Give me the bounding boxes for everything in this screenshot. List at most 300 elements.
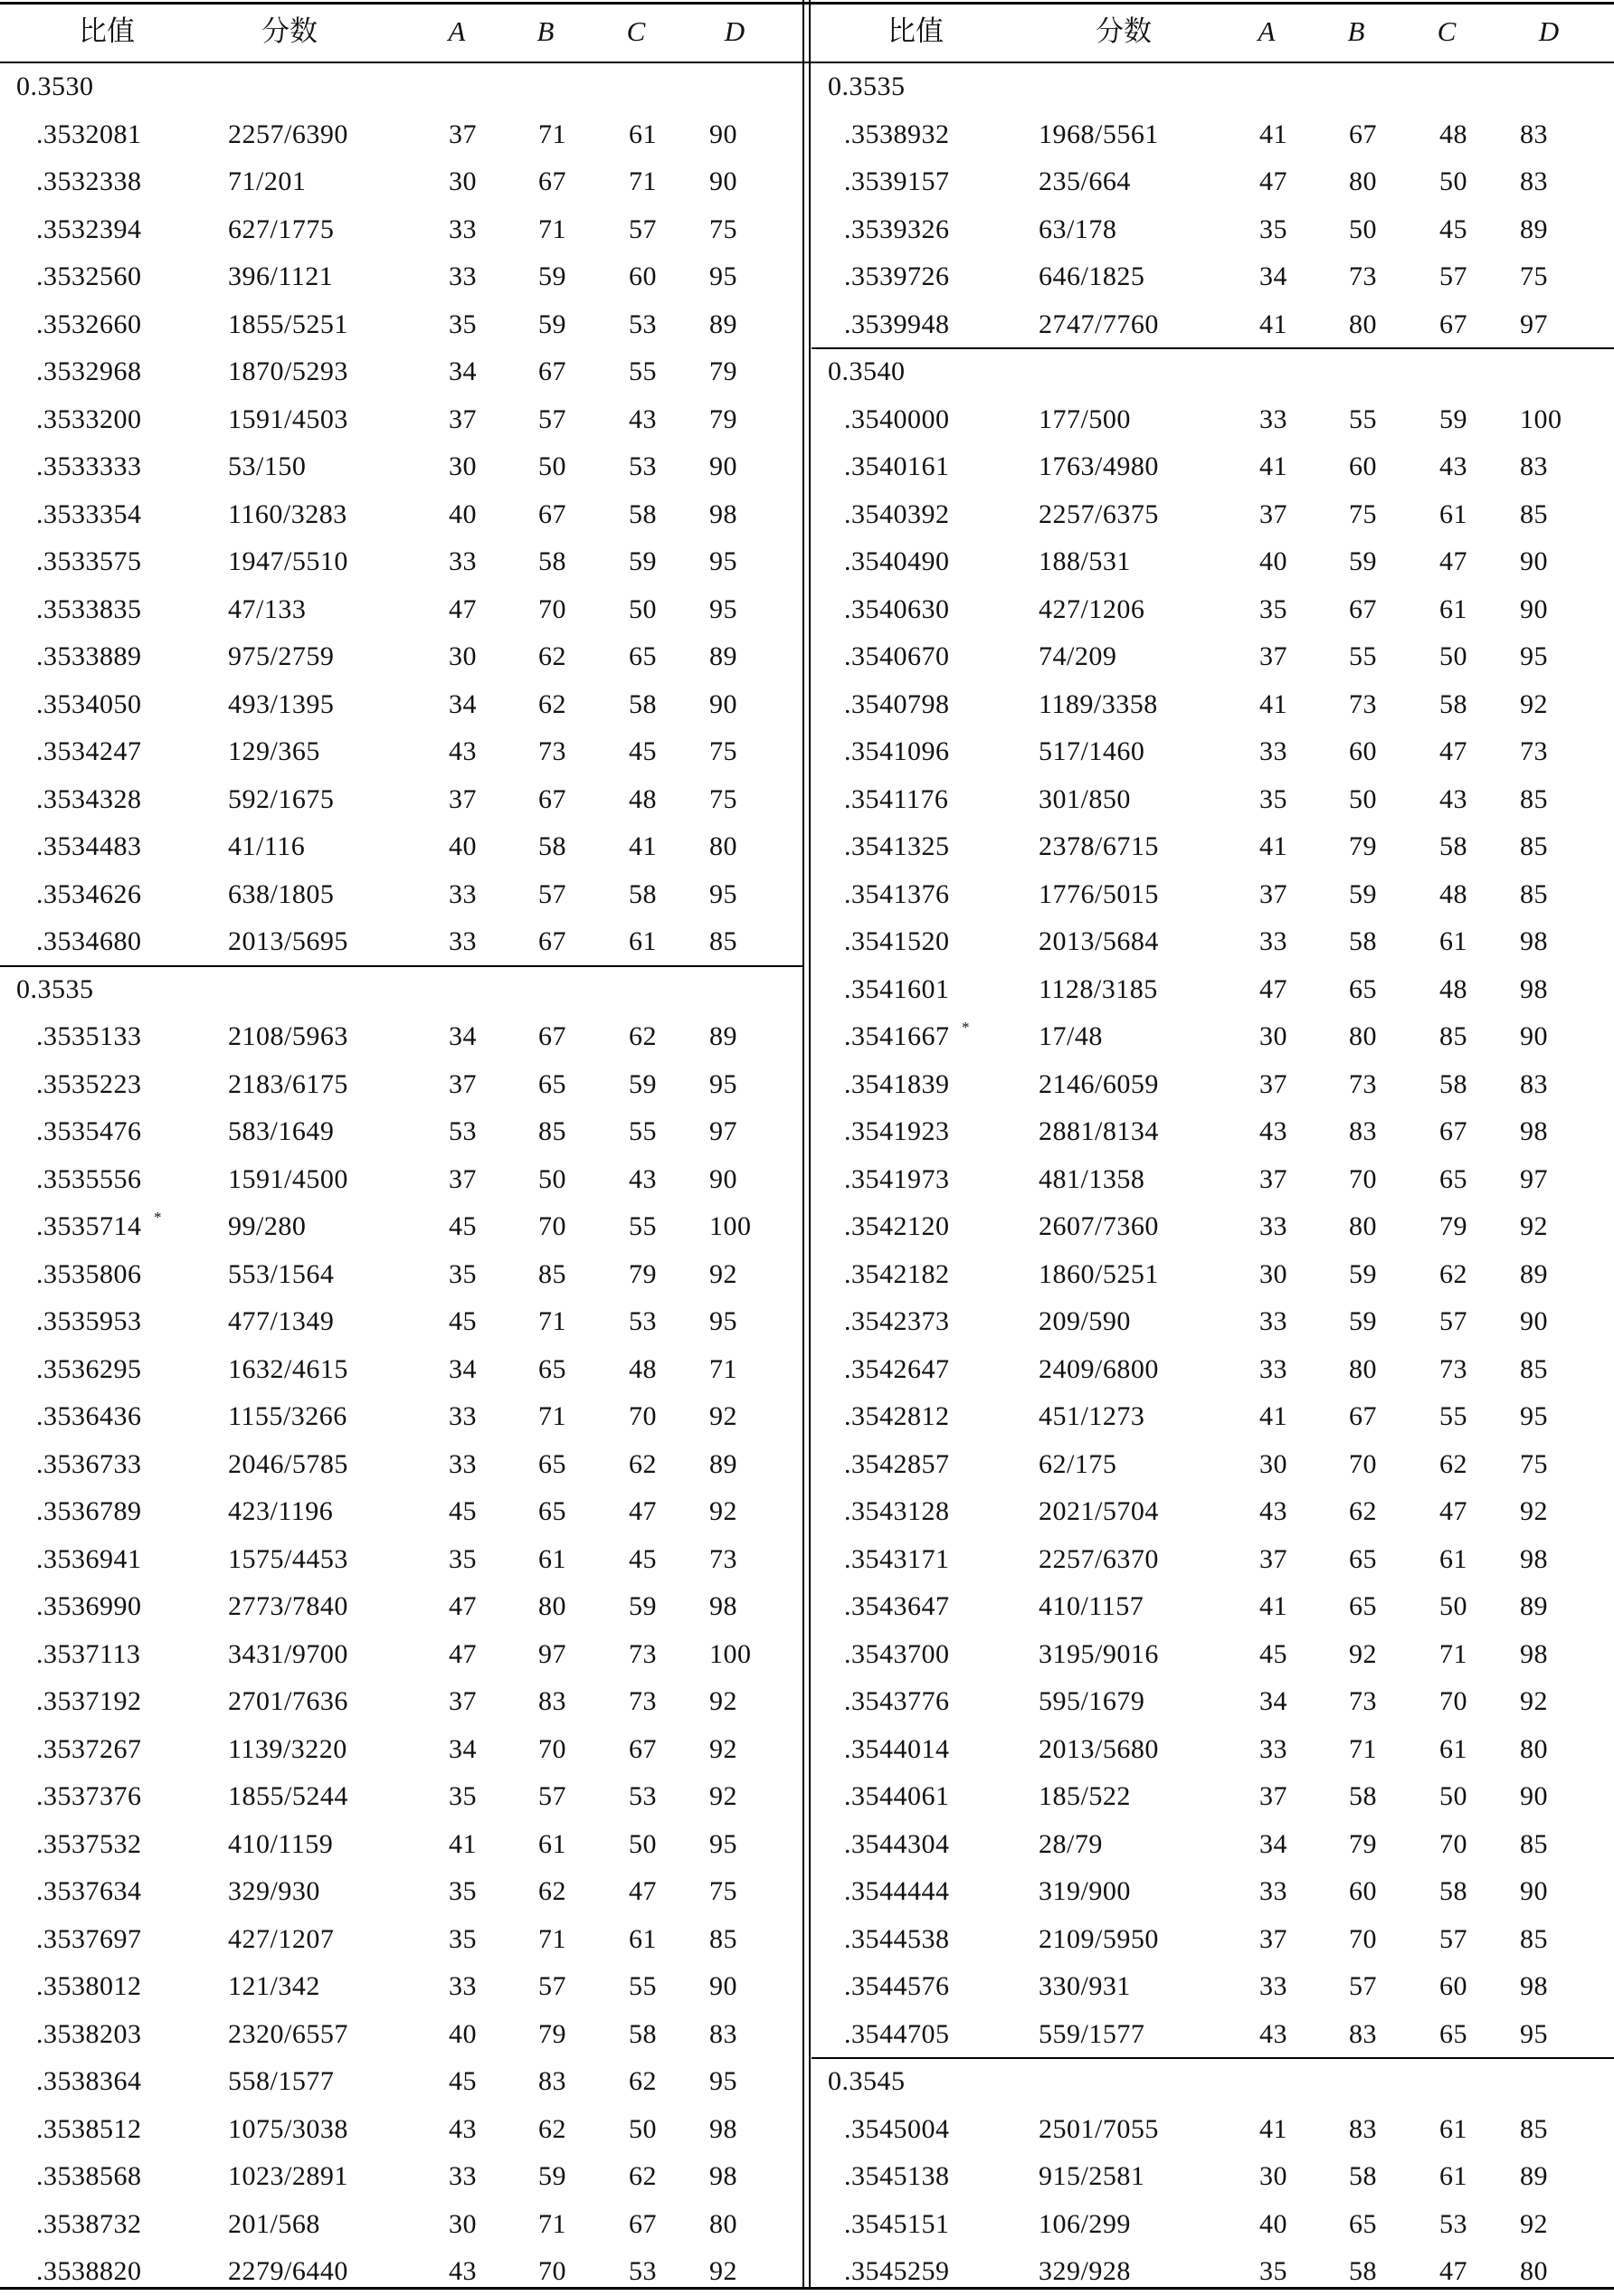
b-cell: 71: [538, 2208, 566, 2239]
b-cell: 67: [538, 783, 566, 814]
a-cell: 41: [1259, 451, 1287, 481]
header-d-right: D: [1538, 15, 1560, 47]
header-a-left: A: [448, 15, 466, 47]
fraction-cell: 915/2581: [1039, 2161, 1145, 2191]
d-cell: 97: [1520, 1163, 1548, 1194]
b-cell: 70: [1349, 1923, 1377, 1954]
d-cell: 92: [1520, 1211, 1548, 1241]
fraction-cell: 2378/6715: [1039, 831, 1159, 861]
d-cell: 83: [1520, 451, 1548, 481]
a-cell: 34: [449, 356, 477, 386]
b-cell: 65: [538, 1068, 566, 1099]
ratio-cell: .3540490: [844, 546, 950, 576]
c-cell: 71: [1439, 1638, 1467, 1669]
c-cell: 61: [629, 1923, 657, 1954]
a-cell: 40: [449, 498, 477, 529]
b-cell: 85: [538, 1116, 566, 1146]
a-cell: 47: [449, 593, 477, 624]
d-cell: 90: [709, 1163, 737, 1194]
c-cell: 50: [629, 1828, 657, 1859]
a-cell: 33: [449, 1971, 477, 2001]
a-cell: 37: [1259, 1163, 1287, 1194]
ratio-cell: .3535556: [36, 1163, 142, 1194]
d-cell: 83: [1520, 119, 1548, 149]
ratio-cell: .3545138: [844, 2161, 950, 2191]
c-cell: 53: [629, 1306, 657, 1336]
d-cell: 75: [1520, 1448, 1548, 1479]
ratio-cell: .3541923: [844, 1116, 950, 1146]
c-cell: 70: [1439, 1686, 1467, 1716]
a-cell: 35: [449, 1543, 477, 1574]
fraction-cell: 427/1207: [228, 1923, 335, 1954]
ratio-cell: .3539326: [844, 213, 950, 244]
fraction-cell: 2013/5680: [1039, 1733, 1159, 1764]
ratio-cell: .3537532: [36, 1828, 142, 1859]
fraction-cell: 1968/5561: [1039, 119, 1159, 149]
header-fraction-left: 分数: [261, 15, 318, 47]
ratio-cell: .3534328: [36, 783, 142, 814]
c-cell: 47: [629, 1876, 657, 1906]
b-cell: 71: [1349, 1733, 1377, 1764]
fraction-cell: 185/522: [1039, 1781, 1131, 1811]
d-cell: 100: [709, 1211, 752, 1241]
fraction-cell: 1189/3358: [1039, 688, 1158, 719]
a-cell: 35: [1259, 593, 1287, 624]
fraction-cell: 1763/4980: [1039, 451, 1159, 481]
c-cell: 47: [629, 1496, 657, 1526]
d-cell: 80: [1520, 2256, 1548, 2286]
ratio-cell: .3541973: [844, 1163, 950, 1194]
a-cell: 37: [1259, 878, 1287, 909]
ratio-cell: .3540000: [844, 403, 950, 434]
b-cell: 59: [538, 308, 566, 339]
b-cell: 70: [538, 593, 566, 624]
ratio-cell: .3541376: [844, 878, 950, 909]
b-cell: 62: [538, 1876, 566, 1906]
ratio-cell: .3533575: [36, 546, 142, 576]
d-cell: 95: [1520, 2018, 1548, 2049]
b-cell: 58: [1349, 2256, 1377, 2286]
a-cell: 45: [449, 1306, 477, 1336]
b-cell: 59: [538, 261, 566, 291]
a-cell: 35: [1259, 783, 1287, 814]
b-cell: 59: [1349, 878, 1377, 909]
b-cell: 73: [1349, 1068, 1377, 1099]
header-d-left: D: [724, 15, 745, 47]
d-cell: 98: [1520, 1116, 1548, 1146]
a-cell: 40: [1259, 546, 1287, 576]
group-separator-right: [812, 2057, 1614, 2059]
c-cell: 85: [1439, 1021, 1467, 1051]
group-label-left: 0.3535: [16, 973, 94, 1004]
fraction-cell: 2773/7840: [228, 1591, 348, 1621]
d-cell: 95: [709, 593, 737, 624]
a-cell: 34: [449, 1733, 477, 1764]
ratio-cell: .3540670: [844, 641, 950, 671]
c-cell: 67: [629, 1733, 657, 1764]
d-cell: 85: [709, 926, 737, 956]
c-cell: 60: [1439, 1971, 1467, 2001]
c-cell: 59: [629, 1591, 657, 1621]
ratio-cell: .3534247: [36, 736, 142, 766]
fraction-cell: 1139/3220: [228, 1733, 347, 1764]
ratio-cell: .3535714: [36, 1211, 142, 1241]
c-cell: 67: [629, 2208, 657, 2239]
fraction-cell: 627/1775: [228, 213, 335, 244]
b-cell: 71: [538, 1306, 566, 1336]
b-cell: 71: [538, 119, 566, 149]
a-cell: 37: [449, 1068, 477, 1099]
b-cell: 65: [538, 1353, 566, 1384]
b-cell: 71: [538, 213, 566, 244]
c-cell: 41: [629, 831, 657, 861]
fraction-cell: 553/1564: [228, 1258, 335, 1289]
fraction-cell: 2013/5684: [1039, 926, 1159, 956]
b-cell: 73: [1349, 1686, 1377, 1716]
c-cell: 58: [629, 498, 657, 529]
d-cell: 90: [709, 451, 737, 481]
ratio-cell: .3534483: [36, 831, 142, 861]
ratio-cell: .3544444: [844, 1876, 950, 1906]
ratio-cell: .3533889: [36, 641, 142, 671]
d-cell: 73: [1520, 736, 1548, 766]
c-cell: 53: [1439, 2208, 1467, 2239]
ratio-cell: .3538012: [36, 1971, 142, 2001]
b-cell: 83: [538, 2066, 566, 2096]
fraction-cell: 1870/5293: [228, 356, 348, 386]
c-cell: 57: [1439, 1306, 1467, 1336]
d-cell: 85: [1520, 2113, 1548, 2144]
a-cell: 47: [449, 1638, 477, 1669]
ratio-cell: .3538203: [36, 2018, 142, 2049]
d-cell: 85: [1520, 1828, 1548, 1859]
ratio-cell: .3535953: [36, 1306, 142, 1336]
a-cell: 45: [449, 2066, 477, 2096]
c-cell: 73: [629, 1638, 657, 1669]
fraction-cell: 2013/5695: [228, 926, 348, 956]
ratio-cell: .3543171: [844, 1543, 950, 1574]
a-cell: 43: [1259, 1116, 1287, 1146]
fraction-cell: 2320/6557: [228, 2018, 348, 2049]
a-cell: 33: [449, 2161, 477, 2191]
d-cell: 75: [709, 783, 737, 814]
c-cell: 61: [1439, 593, 1467, 624]
d-cell: 89: [709, 308, 737, 339]
d-cell: 90: [709, 119, 737, 149]
d-cell: 92: [709, 1258, 737, 1289]
b-cell: 62: [1349, 1496, 1377, 1526]
a-cell: 41: [1259, 831, 1287, 861]
b-cell: 65: [1349, 1543, 1377, 1574]
a-cell: 33: [1259, 1353, 1287, 1384]
b-cell: 57: [1349, 1971, 1377, 2001]
b-cell: 50: [1349, 213, 1377, 244]
b-cell: 70: [538, 1211, 566, 1241]
a-cell: 35: [1259, 213, 1287, 244]
ratio-cell: .3535223: [36, 1068, 142, 1099]
b-cell: 58: [538, 546, 566, 576]
fraction-cell: 1591/4503: [228, 403, 348, 434]
ratio-cell: .3534680: [36, 926, 142, 956]
c-cell: 79: [1439, 1211, 1467, 1241]
ratio-cell: .3542812: [844, 1401, 950, 1431]
d-cell: 79: [709, 403, 737, 434]
c-cell: 61: [629, 926, 657, 956]
c-cell: 50: [1439, 166, 1467, 196]
c-cell: 50: [1439, 1591, 1467, 1621]
a-cell: 37: [1259, 641, 1287, 671]
d-cell: 92: [709, 1733, 737, 1764]
a-cell: 30: [1259, 2161, 1287, 2191]
fraction-cell: 975/2759: [228, 641, 335, 671]
a-cell: 30: [1259, 1021, 1287, 1051]
b-cell: 62: [538, 641, 566, 671]
fraction-cell: 583/1649: [228, 1116, 335, 1146]
b-cell: 57: [538, 403, 566, 434]
c-cell: 43: [1439, 783, 1467, 814]
d-cell: 98: [1520, 1543, 1548, 1574]
ratio-cell: .3544014: [844, 1733, 950, 1764]
d-cell: 80: [709, 2208, 737, 2239]
c-cell: 53: [629, 451, 657, 481]
b-cell: 65: [538, 1496, 566, 1526]
c-cell: 57: [1439, 1923, 1467, 1954]
ratio-cell: .3542373: [844, 1306, 950, 1336]
ratio-cell: .3544304: [844, 1828, 950, 1859]
b-cell: 73: [1349, 261, 1377, 291]
ratio-cell: .3545259: [844, 2256, 950, 2286]
group-separator-right: [812, 347, 1614, 349]
d-cell: 92: [1520, 688, 1548, 719]
b-cell: 65: [1349, 2208, 1377, 2239]
ratio-cell: .3541601: [844, 973, 950, 1004]
d-cell: 95: [1520, 1401, 1548, 1431]
b-cell: 83: [538, 1686, 566, 1716]
d-cell: 85: [1520, 1353, 1548, 1384]
fraction-cell: 2881/8134: [1039, 1116, 1159, 1146]
c-cell: 65: [1439, 2018, 1467, 2049]
d-cell: 83: [1520, 166, 1548, 196]
a-cell: 37: [449, 1686, 477, 1716]
group-separator-left: [0, 965, 802, 967]
b-cell: 85: [538, 1258, 566, 1289]
b-cell: 70: [1349, 1448, 1377, 1479]
c-cell: 47: [1439, 1496, 1467, 1526]
a-cell: 30: [449, 166, 477, 196]
fraction-cell: 330/931: [1039, 1971, 1131, 2001]
c-cell: 50: [1439, 641, 1467, 671]
a-cell: 33: [1259, 1733, 1287, 1764]
fraction-cell: 129/365: [228, 736, 320, 766]
b-cell: 70: [538, 2256, 566, 2286]
fraction-cell: 410/1157: [1039, 1591, 1144, 1621]
ratio-cell: .3534626: [36, 878, 142, 909]
c-cell: 62: [629, 1448, 657, 1479]
d-cell: 90: [1520, 1306, 1548, 1336]
column-divider-right: [809, 0, 811, 2290]
d-cell: 95: [709, 1828, 737, 1859]
fraction-cell: 53/150: [228, 451, 307, 481]
c-cell: 48: [1439, 878, 1467, 909]
d-cell: 90: [709, 688, 737, 719]
d-cell: 98: [709, 2161, 737, 2191]
footnote-star: *: [154, 1209, 162, 1226]
c-cell: 59: [629, 546, 657, 576]
a-cell: 30: [449, 451, 477, 481]
ratio-cell: .3537697: [36, 1923, 142, 1954]
d-cell: 75: [709, 736, 737, 766]
c-cell: 59: [629, 1068, 657, 1099]
c-cell: 48: [1439, 973, 1467, 1004]
fraction-cell: 517/1460: [1039, 736, 1145, 766]
d-cell: 95: [709, 1068, 737, 1099]
fraction-cell: 121/342: [228, 1971, 320, 2001]
c-cell: 58: [629, 2018, 657, 2049]
fraction-cell: 99/280: [228, 1211, 307, 1241]
a-cell: 47: [1259, 166, 1287, 196]
a-cell: 41: [449, 1828, 477, 1859]
d-cell: 80: [1520, 1733, 1548, 1764]
c-cell: 45: [629, 736, 657, 766]
fraction-cell: 63/178: [1039, 213, 1117, 244]
b-cell: 80: [538, 1591, 566, 1621]
a-cell: 30: [449, 641, 477, 671]
fraction-cell: 427/1206: [1039, 593, 1145, 624]
d-cell: 90: [1520, 1021, 1548, 1051]
ratio-cell: .3532081: [36, 119, 142, 149]
c-cell: 62: [629, 2161, 657, 2191]
fraction-cell: 301/850: [1039, 783, 1131, 814]
b-cell: 50: [538, 451, 566, 481]
d-cell: 79: [709, 356, 737, 386]
ratio-cell: .3533835: [36, 593, 142, 624]
c-cell: 61: [1439, 2113, 1467, 2144]
fraction-cell: 1855/5244: [228, 1781, 348, 1811]
ratio-cell: .3542647: [844, 1353, 950, 1384]
a-cell: 33: [1259, 1211, 1287, 1241]
c-cell: 67: [1439, 308, 1467, 339]
d-cell: 89: [1520, 1591, 1548, 1621]
fraction-cell: 177/500: [1039, 403, 1131, 434]
d-cell: 98: [709, 1591, 737, 1621]
a-cell: 34: [1259, 261, 1287, 291]
c-cell: 43: [1439, 451, 1467, 481]
d-cell: 97: [709, 1116, 737, 1146]
fraction-cell: 423/1196: [228, 1496, 334, 1526]
a-cell: 40: [1259, 2208, 1287, 2239]
b-cell: 55: [1349, 641, 1377, 671]
b-cell: 67: [1349, 1401, 1377, 1431]
c-cell: 55: [629, 356, 657, 386]
fraction-cell: 1575/4453: [228, 1543, 348, 1574]
b-cell: 80: [1349, 1211, 1377, 1241]
b-cell: 70: [538, 1733, 566, 1764]
ratio-cell: .3533354: [36, 498, 142, 529]
a-cell: 37: [1259, 1543, 1287, 1574]
c-cell: 45: [629, 1543, 657, 1574]
fraction-cell: 235/664: [1039, 166, 1131, 196]
fraction-cell: 2279/6440: [228, 2256, 348, 2286]
a-cell: 33: [449, 1401, 477, 1431]
ratio-cell: .3532338: [36, 166, 142, 196]
fraction-cell: 477/1349: [228, 1306, 335, 1336]
c-cell: 55: [1439, 1401, 1467, 1431]
a-cell: 37: [449, 783, 477, 814]
ratio-cell: .3538732: [36, 2208, 142, 2239]
a-cell: 33: [449, 926, 477, 956]
fraction-cell: 41/116: [228, 831, 306, 861]
ratio-cell: .3537634: [36, 1876, 142, 1906]
d-cell: 92: [709, 1401, 737, 1431]
c-cell: 65: [1439, 1163, 1467, 1194]
d-cell: 92: [709, 1496, 737, 1526]
c-cell: 62: [629, 1021, 657, 1051]
fraction-cell: 410/1159: [228, 1828, 334, 1859]
fraction-cell: 2146/6059: [1039, 1068, 1159, 1099]
c-cell: 53: [629, 1781, 657, 1811]
ratio-cell: .3541096: [844, 736, 950, 766]
fraction-cell: 1776/5015: [1039, 878, 1159, 909]
ratio-cell: .3537376: [36, 1781, 142, 1811]
ratio-cell: .3537113: [36, 1638, 141, 1669]
d-cell: 89: [1520, 213, 1548, 244]
fraction-cell: 559/1577: [1039, 2018, 1145, 2049]
a-cell: 33: [449, 261, 477, 291]
b-cell: 67: [538, 926, 566, 956]
a-cell: 34: [449, 688, 477, 719]
c-cell: 62: [1439, 1448, 1467, 1479]
ratio-cell: .3542857: [844, 1448, 950, 1479]
c-cell: 50: [629, 2113, 657, 2144]
fraction-cell: 2501/7055: [1039, 2113, 1159, 2144]
ratio-cell: .3541325: [844, 831, 950, 861]
a-cell: 30: [1259, 1258, 1287, 1289]
ratio-cell: .3545151: [844, 2208, 950, 2239]
a-cell: 43: [449, 2113, 477, 2144]
a-cell: 41: [1259, 308, 1287, 339]
b-cell: 79: [1349, 831, 1377, 861]
ratio-cell: .3541520: [844, 926, 950, 956]
a-cell: 35: [449, 1923, 477, 1954]
a-cell: 33: [1259, 1971, 1287, 2001]
fraction-cell: 558/1577: [228, 2066, 335, 2096]
ratio-cell: .3537267: [36, 1733, 142, 1764]
d-cell: 90: [709, 1971, 737, 2001]
c-cell: 61: [1439, 926, 1467, 956]
ratio-cell: .3540161: [844, 451, 950, 481]
b-cell: 67: [538, 498, 566, 529]
b-cell: 57: [538, 1971, 566, 2001]
ratio-cell: .3539157: [844, 166, 950, 196]
c-cell: 79: [629, 1258, 657, 1289]
d-cell: 95: [709, 261, 737, 291]
ratio-cell: .3538932: [844, 119, 950, 149]
a-cell: 33: [1259, 403, 1287, 434]
b-cell: 60: [1349, 451, 1377, 481]
fraction-cell: 329/928: [1039, 2256, 1131, 2286]
b-cell: 59: [1349, 1258, 1377, 1289]
ratio-cell: .3532560: [36, 261, 142, 291]
b-cell: 59: [538, 2161, 566, 2191]
d-cell: 95: [709, 878, 737, 909]
fraction-cell: 1128/3185: [1039, 973, 1158, 1004]
c-cell: 61: [1439, 2161, 1467, 2191]
header-ratio-right: 比值: [888, 15, 944, 47]
d-cell: 83: [709, 2018, 737, 2049]
header-bottom-rule: [0, 62, 1614, 63]
fraction-cell: 1632/4615: [228, 1353, 348, 1384]
c-cell: 61: [629, 119, 657, 149]
